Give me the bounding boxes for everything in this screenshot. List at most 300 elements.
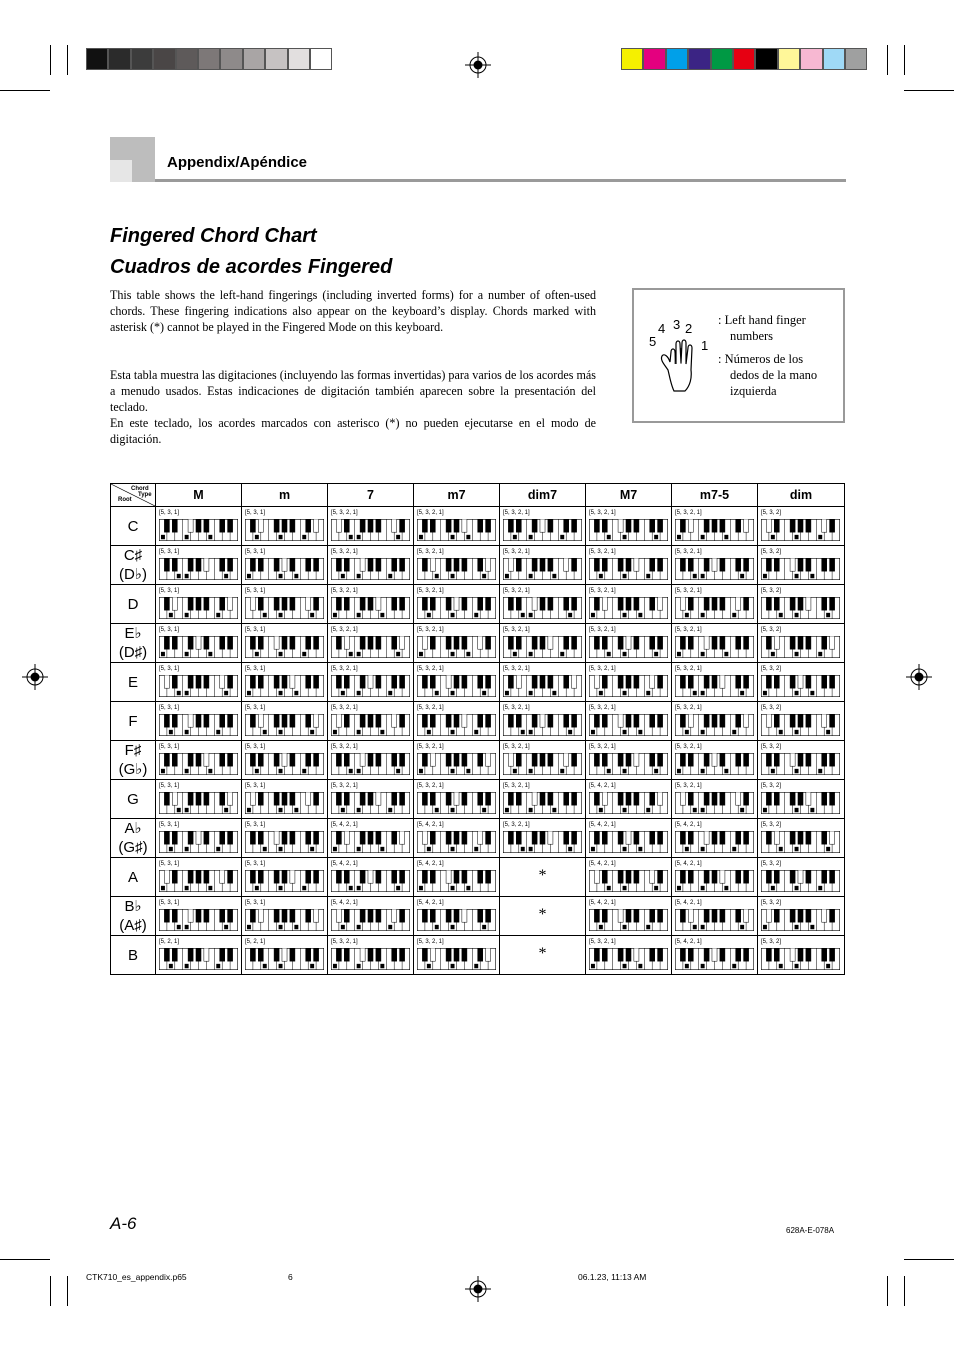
keyboard-diagram-icon xyxy=(675,792,754,814)
chord-cell xyxy=(500,780,586,819)
fingering-label: [5, 3, 1] xyxy=(159,549,180,555)
fingering-label: [5, 3, 1] xyxy=(159,900,180,906)
keyboard-diagram-icon xyxy=(331,831,410,853)
chord-cell xyxy=(156,936,242,975)
crop-mark xyxy=(904,1259,954,1260)
table-row xyxy=(111,741,845,780)
chord-cell xyxy=(758,663,845,702)
crop-mark xyxy=(887,1276,888,1306)
chord-cell xyxy=(414,663,500,702)
fingering-label: [5, 4, 2, 1] xyxy=(417,822,444,828)
keyboard-diagram-icon xyxy=(589,948,668,970)
fingering-label: [5, 4, 2, 1] xyxy=(675,861,702,867)
chord-cell xyxy=(586,702,672,741)
fingering-label: [5, 3, 2, 1] xyxy=(675,627,702,633)
chord-cell xyxy=(242,741,328,780)
chord-cell xyxy=(500,507,586,546)
fingering-label: [5, 3, 2, 1] xyxy=(675,549,702,555)
chord-cell xyxy=(156,897,242,936)
keyboard-diagram-icon xyxy=(331,519,410,541)
fingering-label: [5, 3, 2, 1] xyxy=(675,666,702,672)
table-row xyxy=(111,585,845,624)
chord-cell xyxy=(414,585,500,624)
chord-cell xyxy=(758,858,845,897)
column-header: M xyxy=(156,484,242,507)
chord-cell xyxy=(672,663,758,702)
fingering-label: [5, 3, 1] xyxy=(159,510,180,516)
crop-mark xyxy=(904,1276,905,1306)
keyboard-diagram-icon xyxy=(159,870,238,892)
legend-line-1: : Left hand finger xyxy=(718,313,806,327)
crop-mark xyxy=(67,1276,68,1306)
fingering-label: [5, 3, 2, 1] xyxy=(503,510,530,516)
chord-cell xyxy=(672,546,758,585)
fingering-label: [5, 3, 2] xyxy=(761,588,782,594)
fingering-label: [5, 3, 2] xyxy=(761,510,782,516)
chord-cell xyxy=(758,624,845,663)
fingering-label: [5, 3, 2, 1] xyxy=(417,783,444,789)
chord-cell xyxy=(242,507,328,546)
crop-mark xyxy=(904,45,905,75)
root-note-label: (A♯) xyxy=(119,917,147,934)
keyboard-diagram-icon xyxy=(417,909,496,931)
keyboard-diagram-icon xyxy=(417,636,496,658)
crop-mark xyxy=(50,1276,51,1306)
color-swatch xyxy=(243,48,265,70)
fingering-label: [5, 3, 2, 1] xyxy=(417,510,444,516)
color-swatch xyxy=(220,48,242,70)
chord-cell xyxy=(586,780,672,819)
fingering-label: [5, 3, 2, 1] xyxy=(417,744,444,750)
chord-cell xyxy=(414,741,500,780)
footer-filename: CTK710_es_appendix.p65 xyxy=(86,1272,187,1282)
fingering-label: [5, 3, 2, 1] xyxy=(503,783,530,789)
keyboard-diagram-icon xyxy=(675,909,754,931)
fingering-label: [5, 3, 2, 1] xyxy=(675,744,702,750)
footer-date: 06.1.23, 11:13 AM xyxy=(578,1272,647,1282)
keyboard-diagram-icon xyxy=(245,753,324,775)
keyboard-diagram-icon xyxy=(589,675,668,697)
root-note-label: F♯ xyxy=(124,742,142,759)
column-header: dim7 xyxy=(500,484,586,507)
fingering-label: [5, 3, 2] xyxy=(761,900,782,906)
fingering-label: [5, 2, 1] xyxy=(159,939,180,945)
chord-cell xyxy=(586,741,672,780)
keyboard-diagram-icon xyxy=(761,714,840,736)
column-header: m xyxy=(242,484,328,507)
fingering-label: [5, 3, 2, 1] xyxy=(417,939,444,945)
color-swatch xyxy=(778,48,800,70)
chord-cell xyxy=(414,897,500,936)
legend-line-2: numbers xyxy=(730,329,774,343)
fingering-label: [5, 3, 2, 1] xyxy=(589,510,616,516)
registration-mark-icon xyxy=(465,52,491,78)
root-note-cell xyxy=(111,897,156,936)
fingering-label: [5, 4, 2, 1] xyxy=(675,939,702,945)
root-note-label: B♭ xyxy=(124,898,142,915)
intro-paragraph-es: Esta tabla muestra las digitaciones (incluyendo las formas invertidas) para varios de los acordes más a menudo usados. Estas indicaciones de digitación también aparecen sobre la presentación del teclado. xyxy=(110,368,596,415)
fingering-label: [5, 3, 1] xyxy=(245,822,266,828)
keyboard-diagram-icon xyxy=(159,909,238,931)
keyboard-diagram-icon xyxy=(503,597,582,619)
keyboard-diagram-icon xyxy=(331,558,410,580)
corner-chord-label: Chord xyxy=(131,486,149,492)
fingering-label: [5, 4, 2, 1] xyxy=(331,900,358,906)
root-note-label: E xyxy=(127,673,138,691)
root-note-cell xyxy=(111,741,156,780)
fingering-label: [5, 3, 1] xyxy=(159,861,180,867)
keyboard-diagram-icon xyxy=(417,519,496,541)
chord-cell xyxy=(500,819,586,858)
root-note-label: (G♭) xyxy=(118,761,148,778)
table-row xyxy=(111,507,845,546)
root-note-cell xyxy=(111,624,156,663)
keyboard-diagram-icon xyxy=(417,870,496,892)
fingering-label: [5, 3, 2, 1] xyxy=(331,549,358,555)
fingering-label: [5, 3, 2, 1] xyxy=(503,705,530,711)
fingering-label: [5, 4, 2, 1] xyxy=(675,822,702,828)
keyboard-diagram-icon xyxy=(761,948,840,970)
chord-cell xyxy=(758,741,845,780)
keyboard-diagram-icon xyxy=(675,753,754,775)
section-title: Appendix/Apéndice xyxy=(167,154,308,171)
keyboard-diagram-icon xyxy=(589,870,668,892)
gray-calibration-bar xyxy=(86,48,332,70)
fingering-label: [5, 3, 2, 1] xyxy=(675,510,702,516)
chord-cell xyxy=(500,858,586,897)
corner-root-label: Root xyxy=(118,497,132,503)
intro-paragraph-es-2: En este teclado, los acordes marcados con asterisco (*) no pueden ejecutarse en el modo de digitación. xyxy=(110,416,596,447)
fingering-label: [5, 2, 1] xyxy=(245,939,266,945)
root-note-label: A♭ xyxy=(124,820,142,837)
color-swatch xyxy=(800,48,822,70)
chord-cell xyxy=(586,897,672,936)
root-note-label: (G♯) xyxy=(118,839,148,856)
legend-line-3: : Números de los xyxy=(718,352,804,366)
fingering-label: [5, 3, 2, 1] xyxy=(417,588,444,594)
document-code: 628A-E-078A xyxy=(786,1226,835,1235)
chord-cell xyxy=(758,507,845,546)
fingering-label: [5, 3, 1] xyxy=(159,822,180,828)
chord-cell xyxy=(500,585,586,624)
fingering-label: [5, 3, 2] xyxy=(761,627,782,633)
chord-cell xyxy=(242,936,328,975)
page-title-en: Fingered Chord Chart xyxy=(110,225,317,247)
root-note-label: (D♭) xyxy=(119,566,147,583)
page-title-es: Cuadros de acordes Fingered xyxy=(110,256,393,278)
fingering-label: [5, 3, 1] xyxy=(159,783,180,789)
root-note-cell xyxy=(111,819,156,858)
legend-line-5: izquierda xyxy=(730,384,777,398)
fingering-label: [5, 4, 2, 1] xyxy=(675,900,702,906)
color-swatch xyxy=(666,48,688,70)
chord-cell xyxy=(586,858,672,897)
chord-cell xyxy=(500,936,586,975)
fingering-label: [5, 3, 2, 1] xyxy=(589,627,616,633)
fingering-label: [5, 3, 2, 1] xyxy=(675,588,702,594)
keyboard-diagram-icon xyxy=(417,831,496,853)
keyboard-diagram-icon xyxy=(589,558,668,580)
fingering-label: [5, 3, 2, 1] xyxy=(331,939,358,945)
finger-legend-box xyxy=(632,288,845,423)
chord-cell xyxy=(156,546,242,585)
fingering-label: [5, 3, 2, 1] xyxy=(503,744,530,750)
keyboard-diagram-icon xyxy=(675,675,754,697)
keyboard-diagram-icon xyxy=(675,870,754,892)
keyboard-diagram-icon xyxy=(589,597,668,619)
chord-cell xyxy=(414,858,500,897)
fingering-label: [5, 3, 2, 1] xyxy=(503,588,530,594)
chord-cell xyxy=(156,819,242,858)
keyboard-diagram-icon xyxy=(331,909,410,931)
color-swatch xyxy=(108,48,130,70)
chord-cell xyxy=(242,780,328,819)
keyboard-diagram-icon xyxy=(159,753,238,775)
chord-cell xyxy=(156,624,242,663)
keyboard-diagram-icon xyxy=(417,597,496,619)
table-row xyxy=(111,702,845,741)
chord-cell xyxy=(156,663,242,702)
chord-cell xyxy=(586,624,672,663)
fingering-label: [5, 3, 1] xyxy=(245,861,266,867)
fingering-label: [5, 3, 2, 1] xyxy=(503,549,530,555)
keyboard-diagram-icon xyxy=(159,519,238,541)
table-row xyxy=(111,858,845,897)
chord-cell xyxy=(586,546,672,585)
chord-cell xyxy=(156,702,242,741)
keyboard-diagram-icon xyxy=(761,909,840,931)
fingering-label: [5, 3, 2, 1] xyxy=(503,627,530,633)
root-note-label: C xyxy=(127,517,139,535)
keyboard-diagram-icon xyxy=(503,714,582,736)
keyboard-diagram-icon xyxy=(245,909,324,931)
chord-cell xyxy=(414,624,500,663)
chord-cell xyxy=(414,507,500,546)
keyboard-diagram-icon xyxy=(331,948,410,970)
color-calibration-bar xyxy=(621,48,867,70)
keyboard-diagram-icon xyxy=(159,948,238,970)
keyboard-diagram-icon xyxy=(761,558,840,580)
chord-cell xyxy=(500,741,586,780)
keyboard-diagram-icon xyxy=(417,792,496,814)
root-note-cell xyxy=(111,585,156,624)
crop-mark xyxy=(887,45,888,75)
fingering-label: [5, 3, 1] xyxy=(245,549,266,555)
root-note-cell xyxy=(111,546,156,585)
color-swatch xyxy=(176,48,198,70)
unavailable-asterisk: * xyxy=(538,945,547,962)
keyboard-diagram-icon xyxy=(503,675,582,697)
chord-cell xyxy=(672,507,758,546)
keyboard-diagram-icon xyxy=(331,753,410,775)
column-header: dim xyxy=(758,484,845,507)
fingering-label: [5, 3, 2, 1] xyxy=(503,666,530,672)
fingering-label: [5, 3, 1] xyxy=(159,627,180,633)
page-number: A-6 xyxy=(110,1214,137,1233)
chord-cell xyxy=(758,546,845,585)
root-note-label: D xyxy=(127,595,139,613)
keyboard-diagram-icon xyxy=(503,558,582,580)
fingering-label: [5, 3, 1] xyxy=(245,627,266,633)
fingering-label: [5, 3, 2, 1] xyxy=(589,744,616,750)
chord-cell xyxy=(586,819,672,858)
keyboard-diagram-icon xyxy=(159,714,238,736)
chord-cell xyxy=(414,936,500,975)
keyboard-diagram-icon xyxy=(245,675,324,697)
table-row xyxy=(111,897,845,936)
chord-cell xyxy=(414,546,500,585)
fingering-label: [5, 3, 2, 1] xyxy=(331,627,358,633)
column-header: m7-5 xyxy=(672,484,758,507)
fingering-label: [5, 3, 2, 1] xyxy=(503,822,530,828)
fingering-label: [5, 3, 2] xyxy=(761,861,782,867)
root-note-cell xyxy=(111,507,156,546)
column-header: M7 xyxy=(586,484,672,507)
color-swatch xyxy=(86,48,108,70)
chord-cell xyxy=(672,702,758,741)
fingering-label: [5, 3, 2] xyxy=(761,939,782,945)
keyboard-diagram-icon xyxy=(761,870,840,892)
keyboard-diagram-icon xyxy=(417,753,496,775)
registration-mark-icon xyxy=(906,664,932,690)
color-swatch xyxy=(153,48,175,70)
keyboard-diagram-icon xyxy=(417,948,496,970)
fingering-label: [5, 3, 2, 1] xyxy=(589,705,616,711)
fingering-label: [5, 3, 2] xyxy=(761,549,782,555)
column-header: 7 xyxy=(328,484,414,507)
keyboard-diagram-icon xyxy=(761,675,840,697)
chord-cell xyxy=(758,897,845,936)
keyboard-diagram-icon xyxy=(331,714,410,736)
root-note-label: F xyxy=(128,712,138,730)
keyboard-diagram-icon xyxy=(761,597,840,619)
keyboard-diagram-icon xyxy=(589,792,668,814)
chord-cell xyxy=(242,663,328,702)
chord-cell xyxy=(328,663,414,702)
root-note-cell xyxy=(111,858,156,897)
root-note-cell xyxy=(111,780,156,819)
chord-cell xyxy=(242,585,328,624)
registration-mark-icon xyxy=(22,664,48,690)
keyboard-diagram-icon xyxy=(761,636,840,658)
keyboard-diagram-icon xyxy=(761,792,840,814)
color-swatch xyxy=(755,48,777,70)
fingering-label: [5, 3, 2] xyxy=(761,744,782,750)
table-row xyxy=(111,663,845,702)
chord-cell xyxy=(328,546,414,585)
root-note-label: E♭ xyxy=(124,625,142,642)
chord-cell xyxy=(672,819,758,858)
chord-cell xyxy=(242,858,328,897)
keyboard-diagram-icon xyxy=(159,636,238,658)
fingering-label: [5, 3, 2, 1] xyxy=(589,588,616,594)
registration-mark-icon xyxy=(465,1276,491,1302)
keyboard-diagram-icon xyxy=(503,792,582,814)
finger-number-4: 4 xyxy=(658,321,666,336)
root-note-cell xyxy=(111,936,156,975)
chord-cell xyxy=(242,624,328,663)
root-note-label: (D♯) xyxy=(118,644,148,661)
chord-cell xyxy=(586,507,672,546)
color-swatch xyxy=(288,48,310,70)
fingering-label: [5, 3, 1] xyxy=(159,744,180,750)
fingering-label: [5, 3, 1] xyxy=(245,510,266,516)
color-swatch xyxy=(643,48,665,70)
fingering-label: [5, 3, 2, 1] xyxy=(675,705,702,711)
fingering-label: [5, 3, 2, 1] xyxy=(417,666,444,672)
keyboard-diagram-icon xyxy=(245,870,324,892)
keyboard-diagram-icon xyxy=(159,831,238,853)
color-swatch xyxy=(823,48,845,70)
fingering-label: [5, 4, 2, 1] xyxy=(331,822,358,828)
color-swatch xyxy=(265,48,287,70)
fingering-label: [5, 3, 2] xyxy=(761,783,782,789)
keyboard-diagram-icon xyxy=(159,675,238,697)
fingering-label: [5, 4, 2, 1] xyxy=(589,861,616,867)
finger-number-5: 5 xyxy=(649,334,657,349)
chord-cell xyxy=(586,663,672,702)
fingering-label: [5, 3, 1] xyxy=(245,666,266,672)
chord-cell xyxy=(500,897,586,936)
keyboard-diagram-icon xyxy=(159,792,238,814)
chord-cell xyxy=(758,780,845,819)
chord-cell xyxy=(156,741,242,780)
chord-cell xyxy=(672,858,758,897)
keyboard-diagram-icon xyxy=(245,792,324,814)
chord-cell xyxy=(586,936,672,975)
keyboard-diagram-icon xyxy=(503,753,582,775)
keyboard-diagram-icon xyxy=(675,558,754,580)
color-swatch xyxy=(688,48,710,70)
keyboard-diagram-icon xyxy=(331,870,410,892)
color-swatch xyxy=(131,48,153,70)
chord-cell xyxy=(672,897,758,936)
color-swatch xyxy=(621,48,643,70)
chord-cell xyxy=(328,819,414,858)
keyboard-diagram-icon xyxy=(245,558,324,580)
fingering-label: [5, 4, 2, 1] xyxy=(589,783,616,789)
unavailable-asterisk: * xyxy=(538,867,547,884)
keyboard-diagram-icon xyxy=(589,909,668,931)
chord-cell xyxy=(242,897,328,936)
color-swatch xyxy=(198,48,220,70)
fingering-label: [5, 4, 2, 1] xyxy=(331,861,358,867)
fingering-label: [5, 3, 2, 1] xyxy=(417,705,444,711)
fingering-label: [5, 3, 2] xyxy=(761,705,782,711)
root-note-label: C♯ xyxy=(123,547,143,564)
color-swatch xyxy=(733,48,755,70)
keyboard-diagram-icon xyxy=(245,831,324,853)
header-block-inner xyxy=(110,160,132,182)
fingering-label: [5, 3, 2, 1] xyxy=(331,744,358,750)
fingering-label: [5, 3, 2, 1] xyxy=(331,783,358,789)
table-row xyxy=(111,819,845,858)
header-rule xyxy=(155,179,846,182)
chord-cell xyxy=(242,819,328,858)
fingering-label: [5, 3, 1] xyxy=(159,588,180,594)
chord-cell xyxy=(500,702,586,741)
table-corner xyxy=(111,484,156,507)
keyboard-diagram-icon xyxy=(503,636,582,658)
chord-cell xyxy=(758,936,845,975)
chord-cell xyxy=(758,585,845,624)
chord-cell xyxy=(672,624,758,663)
chord-cell xyxy=(156,780,242,819)
keyboard-diagram-icon xyxy=(675,519,754,541)
fingering-label: [5, 3, 1] xyxy=(245,783,266,789)
fingering-label: [5, 4, 2, 1] xyxy=(589,822,616,828)
fingering-label: [5, 3, 2, 1] xyxy=(417,627,444,633)
